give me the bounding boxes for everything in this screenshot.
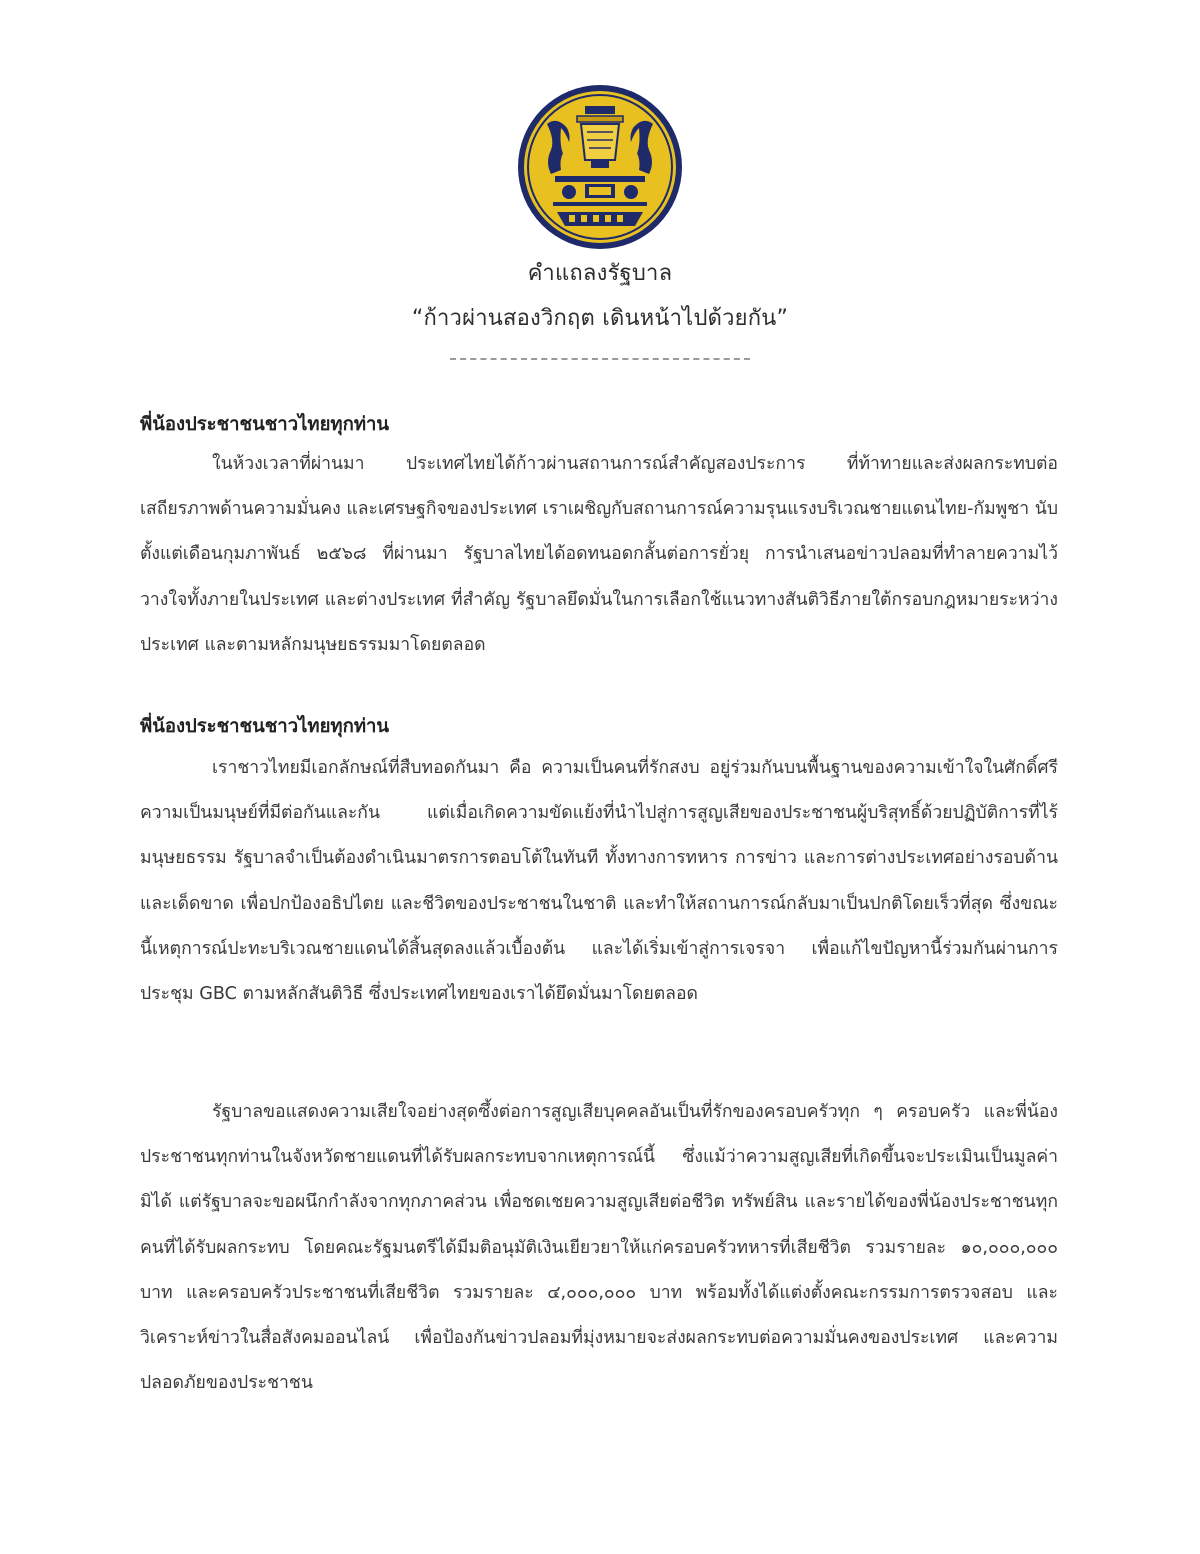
statement-title: คำแถลงรัฐบาล: [527, 261, 673, 286]
section-paragraph: [140, 1090, 1058, 1406]
statement-subtitle: “ก้าวผ่านสองวิกฤต เดินหน้าไปด้วยกัน”: [411, 306, 789, 331]
section-paragraph: [140, 746, 1058, 1017]
section-heading: พี่น้องประชาชนชาวไทยทุกท่าน: [140, 414, 390, 435]
thai-government-seal-icon: [517, 84, 683, 250]
section-paragraph: [140, 442, 1058, 668]
paragraph-text: เราชาวไทยมีเอกลักษณ์ที่สืบทอดกันมา คือ ความเป็นคนที่รักสงบ อยู่ร่วมกันบนพื้นฐานของความเข้าใจในศักดิ์ศรีความเป็นมนุษย์ที่มีต่อกันและกัน แต่เมื่อเกิดความขัดแย้งที่นำไปสู่การสูญเสียของประชาชนผู้บริสุทธิ์ด้วยปฏิบัติการที่ไร้มนุษยธรรม รัฐบาลจำเป็นต้องดำเนินมาตรการตอบโต้ในทันที ทั้งทางการทหาร การข่าว และการต่างประเทศอย่างรอบด้าน และเด็ดขาด เพื่อปกป้องอธิปไตย และชีวิตของประชาชนในชาติ และทำให้สถานการณ์กลับมาเป็นปกติโดยเร็วที่สุด ซึ่งขณะนี้เหตุการณ์ปะทะบริเวณชายแดนได้สิ้นสุดลงแล้วเบื้องต้น และได้เริ่มเข้าสู่การเจรจา เพื่อแก้ไขปัญหานี้ร่วมกันผ่านการประชุม GBC ตามหลักสันติวิธี ซึ่งประเทศไทยของเราได้ยึดมั่นมาโดยตลอด: [140, 758, 1058, 1005]
paragraph-text: รัฐบาลขอแสดงความเสียใจอย่างสุดซึ้งต่อการสูญเสียบุคคลอันเป็นที่รักของครอบครัวทุก ๆ ครอบครัว และพี่น้องประชาชนทุกท่านในจังหวัดชายแดนที่ได้รับผลกระทบจากเหตุการณ์นี้ ซึ่งแม้ว่าความสูญเสียที่เกิดขึ้นจะประเมินเป็นมูลค่ามิได้ แต่รัฐบาลจะขอผนึกกำลังจากทุกภาคส่วน เพื่อชดเชยความสูญเสียต่อชีวิต ทรัพย์สิน และรายได้ของพี่น้องประชาชนทุกคนที่ได้รับผลกระทบ โดยคณะรัฐมนตรีได้มีมติอนุมัติเงินเยียวยาให้แก่ครอบครัวทหารที่เสียชีวิต รวมรายละ ๑๐,๐๐๐,๐๐๐ บาท และครอบครัวประชาชนที่เสียชีวิต รวมรายละ ๔,๐๐๐,๐๐๐ บาท พร้อมทั้งได้แต่งตั้งคณะกรรมการตรวจสอบ และวิเคราะห์ข่าวในสื่อสังคมออนไลน์ เพื่อป้องกันข่าวปลอมที่มุ่งหมายจะส่งผลกระทบต่อความมั่นคงของประเทศ และความปลอดภัยของประชาชน: [140, 1102, 1058, 1394]
dashed-divider: [450, 358, 750, 360]
paragraph-text: ในห้วงเวลาที่ผ่านมา ประเทศไทยได้ก้าวผ่านสถานการณ์สำคัญสองประการ ที่ท้าทายและส่งผลกระทบต่อเสถียรภาพด้านความมั่นคง และเศรษฐกิจของประเทศ เราเผชิญกับสถานการณ์ความรุนแรงบริเวณชายแดนไทย-กัมพูชา นับตั้งแต่เดือนกุมภาพันธ์ ๒๕๖๘ ที่ผ่านมา รัฐบาลไทยได้อดทนอดกลั้นต่อการยั่วยุ การนำเสนอข่าวปลอมที่ทำลายความไว้วางใจทั้งภายในประเทศ และต่างประเทศ ที่สำคัญ รัฐบาลยึดมั่นในการเลือกใช้แนวทางสันติวิธีภายใต้กรอบกฎหมายระหว่างประเทศ และตามหลักมนุษยธรรมมาโดยตลอด: [140, 454, 1058, 655]
section-heading: พี่น้องประชาชนชาวไทยทุกท่าน: [140, 716, 390, 737]
